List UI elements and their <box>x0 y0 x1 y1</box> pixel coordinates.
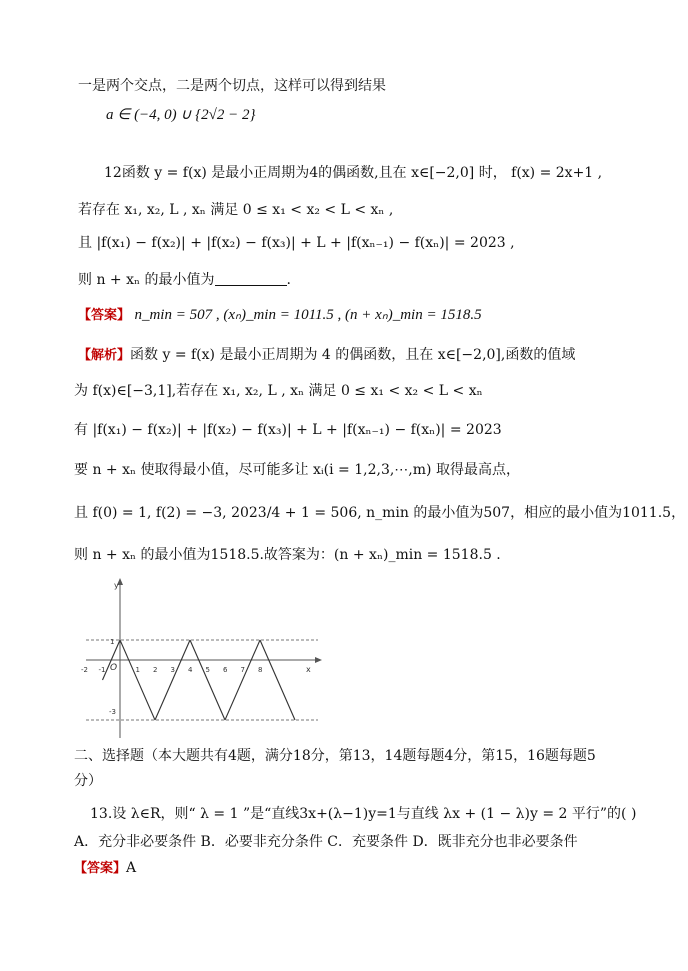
x-axis-arrow <box>315 657 322 663</box>
q12-line1: 12函数 y = f(x) 是最小正周期为4的偶函数,且在 x∈[−2,0] 时， f(x) = 2x+1 , <box>104 165 603 181</box>
analysis-line2: 为 f(x)∈[−3,1],若存在 x₁, x₂, L , xₙ 满足 0 ≤ x₁ < x₂ < L < xₙ <box>74 383 483 399</box>
analysis-line6: 则 n + xₙ 的最小值为1518.5.故答案为：(n + xₙ)_min = 1518.5 . <box>74 547 501 563</box>
y-axis-label: y <box>114 581 119 590</box>
function-graph <box>81 574 334 740</box>
q12-line3: 且 |f(x₁) − f(x₂)| + |f(x₂) − f(x₃)| + L + |f(xₙ₋₁) − f(xₙ)| = 2023 , <box>78 235 515 251</box>
q12-line2: 若存在 x₁, x₂, L , xₙ 满足 0 ≤ x₁ < x₂ < L < xₙ , <box>78 202 394 218</box>
answer-label: 【答案】 <box>78 308 131 323</box>
q13-stem: 13.设 λ∈R，则“ λ = 1 ”是“直线3x+(λ−1)y=1与直线 λx + (1 − λ)y = 2 平行”的( ) <box>90 806 637 822</box>
y-tick-label: 1 <box>110 638 115 646</box>
series-segment <box>120 640 158 720</box>
x-tick-label: 5 <box>205 666 210 674</box>
x-tick-label: 4 <box>188 666 193 674</box>
x-tick-label: 3 <box>170 666 175 674</box>
analysis-label: 【解析】 <box>78 348 131 363</box>
analysis-line5: 且 f(0) = 1, f(2) = −3, 2023/4 + 1 = 506, n_min 的最小值为507，相应的最小值为1011.5， <box>74 505 686 521</box>
range-result: a ∈ (−4, 0) ∪ {2√2 − 2} <box>106 107 256 123</box>
intro-line: 一是两个交点，二是两个切点，这样可以得到结果 <box>78 78 386 94</box>
series-segment <box>190 640 225 720</box>
q12-line4: 则 n + xₙ 的最小值为 . <box>78 272 291 288</box>
x-tick-label: 7 <box>240 666 245 674</box>
analysis-line3: 有 |f(x₁) − f(x₂)| + |f(x₂) − f(x₃)| + L + |f(xₙ₋₁) − f(xₙ)| = 2023 <box>74 422 502 438</box>
section2-line1: 二、选择题（本大题共有4题，满分18分，第13，14题每题4分，第15，16题每题5 <box>74 748 596 764</box>
x-axis-label: x <box>306 665 311 674</box>
answer-blank <box>215 271 287 286</box>
answer-row <box>78 305 482 326</box>
q13-options: A．充分非必要条件 B．必要非充分条件 C．充要条件 D．既非充分也非必要条件 <box>74 834 578 850</box>
x-tick-label: 2 <box>153 666 158 674</box>
analysis-row1 <box>78 345 575 366</box>
q12-question-text: 则 n + xₙ 的最小值为 <box>78 272 215 288</box>
q13-answer-row <box>74 858 136 879</box>
x-tick-label: -2 <box>81 666 88 674</box>
x-tick-label: 1 <box>135 666 140 674</box>
q13-answer-label: 【答案】 <box>74 861 127 876</box>
x-tick-label: 8 <box>258 666 263 674</box>
origin-label: O <box>110 663 118 673</box>
answer-text: n_min = 507 , (xₙ)_min = 1011.5 , (n + xₙ)_min = 1518.5 <box>134 307 482 323</box>
series-segment <box>225 640 263 720</box>
x-tick-label: 6 <box>223 666 228 674</box>
series-segment <box>155 640 190 720</box>
analysis-line1: 函数 y = f(x) 是最小正周期为 4 的偶函数，且在 x∈[−2,0],函数的值域 <box>130 347 576 363</box>
analysis-line4: 要 n + xₙ 使取得最小值，尽可能多让 xᵢ(i = 1,2,3,⋯,m) 取得最高点， <box>74 462 520 478</box>
series-segment <box>260 640 295 720</box>
q13-answer-value: A <box>126 860 137 876</box>
x-tick-label: -1 <box>98 666 106 674</box>
section2-line2: 分） <box>74 773 102 789</box>
y-tick-label: -3 <box>109 708 116 716</box>
